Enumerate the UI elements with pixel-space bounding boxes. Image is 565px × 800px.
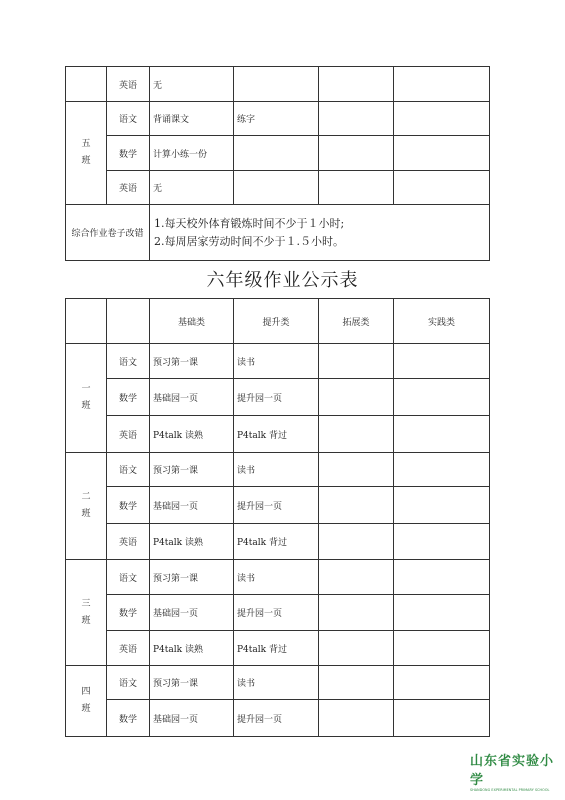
header-extension: 拓展类 xyxy=(319,299,394,344)
subject-cell: 数学 xyxy=(107,595,150,631)
header-row xyxy=(66,299,490,344)
advanced-cell: 提升园一页 xyxy=(234,487,319,524)
header-basic: 基础类 xyxy=(150,299,234,344)
advanced-cell: 提升园一页 xyxy=(234,700,319,737)
subject-cell: 数学 xyxy=(107,136,150,171)
advanced-cell xyxy=(234,136,319,171)
advanced-cell xyxy=(234,67,319,102)
advanced-cell: 读书 xyxy=(234,344,319,379)
class-name-line1: 五 xyxy=(81,139,91,149)
subject-cell: 英语 xyxy=(107,171,150,205)
table-row xyxy=(66,487,490,524)
basic-cell: 基础园一页 xyxy=(150,379,234,416)
previous-grade-table xyxy=(65,66,490,261)
basic-cell: P4talk 读熟 xyxy=(150,631,234,666)
subject-cell: 数学 xyxy=(107,487,150,524)
table-row xyxy=(66,344,490,379)
extension-cell xyxy=(319,700,394,737)
extension-cell xyxy=(319,631,394,666)
advanced-cell: 提升园一页 xyxy=(234,595,319,631)
subject-cell: 英语 xyxy=(107,67,150,102)
advanced-cell: 读书 xyxy=(234,560,319,595)
class-name-line2: 班 xyxy=(81,401,91,411)
table-row xyxy=(66,560,490,595)
subject-cell: 英语 xyxy=(107,631,150,666)
basic-cell: 基础园一页 xyxy=(150,700,234,737)
table-row xyxy=(66,102,490,136)
advanced-cell: 提升园一页 xyxy=(234,379,319,416)
extension-cell xyxy=(319,67,394,102)
advanced-cell xyxy=(234,171,319,205)
grade6-homework-table xyxy=(65,298,490,737)
practice-cell xyxy=(394,560,490,595)
subject-cell: 英语 xyxy=(107,416,150,453)
extension-cell xyxy=(319,344,394,379)
table-row xyxy=(66,136,490,171)
advanced-cell: P4talk 背过 xyxy=(234,416,319,453)
table-row xyxy=(66,666,490,700)
class-name-line1: 三 xyxy=(81,598,91,609)
table-row xyxy=(66,631,490,666)
practice-cell xyxy=(394,171,490,205)
school-logo-name-en: SHANDONG EXPERIMENTAL PRIMARY SCHOOL xyxy=(470,788,550,792)
table-row xyxy=(66,379,490,416)
extension-cell xyxy=(319,379,394,416)
practice-cell xyxy=(394,700,490,737)
page-title: 六年级作业公示表 xyxy=(206,270,359,291)
class-name-line1: 四 xyxy=(81,687,91,697)
class-name-line2: 班 xyxy=(81,615,91,626)
practice-cell xyxy=(394,379,490,416)
class-name-line1: 二 xyxy=(81,492,91,502)
practice-cell xyxy=(394,453,490,487)
class-name-cell xyxy=(66,344,107,453)
extension-cell xyxy=(319,453,394,487)
subject-cell: 语文 xyxy=(107,666,150,700)
basic-cell: 无 xyxy=(150,171,234,205)
advanced-cell: 练字 xyxy=(234,102,319,136)
summary-line-1: 1.每天校外体育锻炼时间不少于１小时; xyxy=(154,216,345,230)
basic-cell: 预习第一课 xyxy=(150,560,234,595)
subject-cell: 语文 xyxy=(107,560,150,595)
practice-cell xyxy=(394,595,490,631)
advanced-cell: 读书 xyxy=(234,666,319,700)
extension-cell xyxy=(319,595,394,631)
table-row xyxy=(66,453,490,487)
class-name-line2: 班 xyxy=(81,704,91,714)
practice-cell xyxy=(394,136,490,171)
basic-cell: P4talk 读熟 xyxy=(150,416,234,453)
summary-notes xyxy=(150,205,490,261)
basic-cell: 基础园一页 xyxy=(150,595,234,631)
extension-cell xyxy=(319,102,394,136)
advanced-cell: 读书 xyxy=(234,453,319,487)
subject-cell: 数学 xyxy=(107,379,150,416)
practice-cell xyxy=(394,416,490,453)
basic-cell: 背诵课文 xyxy=(150,102,234,136)
header-cell xyxy=(66,299,107,344)
basic-cell: 基础园一页 xyxy=(150,487,234,524)
basic-cell: 预习第一课 xyxy=(150,666,234,700)
summary-line-2: 2.每周居家劳动时间不少于１.５小时。 xyxy=(154,234,344,248)
subject-cell: 英语 xyxy=(107,524,150,560)
table-row xyxy=(66,595,490,631)
practice-cell xyxy=(394,631,490,666)
class-name-line1: 一 xyxy=(81,384,91,394)
extension-cell xyxy=(319,560,394,595)
extension-cell xyxy=(319,416,394,453)
table-row xyxy=(66,700,490,737)
subject-cell: 语文 xyxy=(107,102,150,136)
extension-cell xyxy=(319,171,394,205)
header-advanced: 提升类 xyxy=(234,299,319,344)
subject-cell: 数学 xyxy=(107,700,150,737)
extension-cell xyxy=(319,524,394,560)
table-row xyxy=(66,67,490,102)
header-practice: 实践类 xyxy=(394,299,490,344)
practice-cell xyxy=(394,524,490,560)
practice-cell xyxy=(394,67,490,102)
table-cell xyxy=(66,67,107,102)
school-logo xyxy=(470,750,562,792)
table-row xyxy=(66,171,490,205)
class-name-cell xyxy=(66,102,107,205)
basic-cell: 计算小练一份 xyxy=(150,136,234,171)
advanced-cell: P4talk 背过 xyxy=(234,631,319,666)
class-name-line2: 班 xyxy=(81,156,91,166)
practice-cell xyxy=(394,487,490,524)
extension-cell xyxy=(319,666,394,700)
basic-cell: 无 xyxy=(150,67,234,102)
header-cell xyxy=(107,299,150,344)
table-row xyxy=(66,524,490,560)
extension-cell xyxy=(319,136,394,171)
summary-row xyxy=(66,205,490,261)
school-logo-name-cn: 山东省实验小学 xyxy=(470,754,555,788)
basic-cell: 预习第一课 xyxy=(150,453,234,487)
extension-cell xyxy=(319,487,394,524)
practice-cell xyxy=(394,102,490,136)
practice-cell xyxy=(394,344,490,379)
practice-cell xyxy=(394,666,490,700)
class-name-line2: 班 xyxy=(81,509,91,519)
class-name-cell xyxy=(66,453,107,560)
basic-cell: P4talk 读熟 xyxy=(150,524,234,560)
class-name-cell xyxy=(66,560,107,666)
advanced-cell: P4talk 背过 xyxy=(234,524,319,560)
subject-cell: 语文 xyxy=(107,344,150,379)
summary-label: 综合作业卷子改错 xyxy=(66,205,150,261)
table-row xyxy=(66,416,490,453)
basic-cell: 预习第一课 xyxy=(150,344,234,379)
subject-cell: 语文 xyxy=(107,453,150,487)
class-name-cell xyxy=(66,666,107,737)
